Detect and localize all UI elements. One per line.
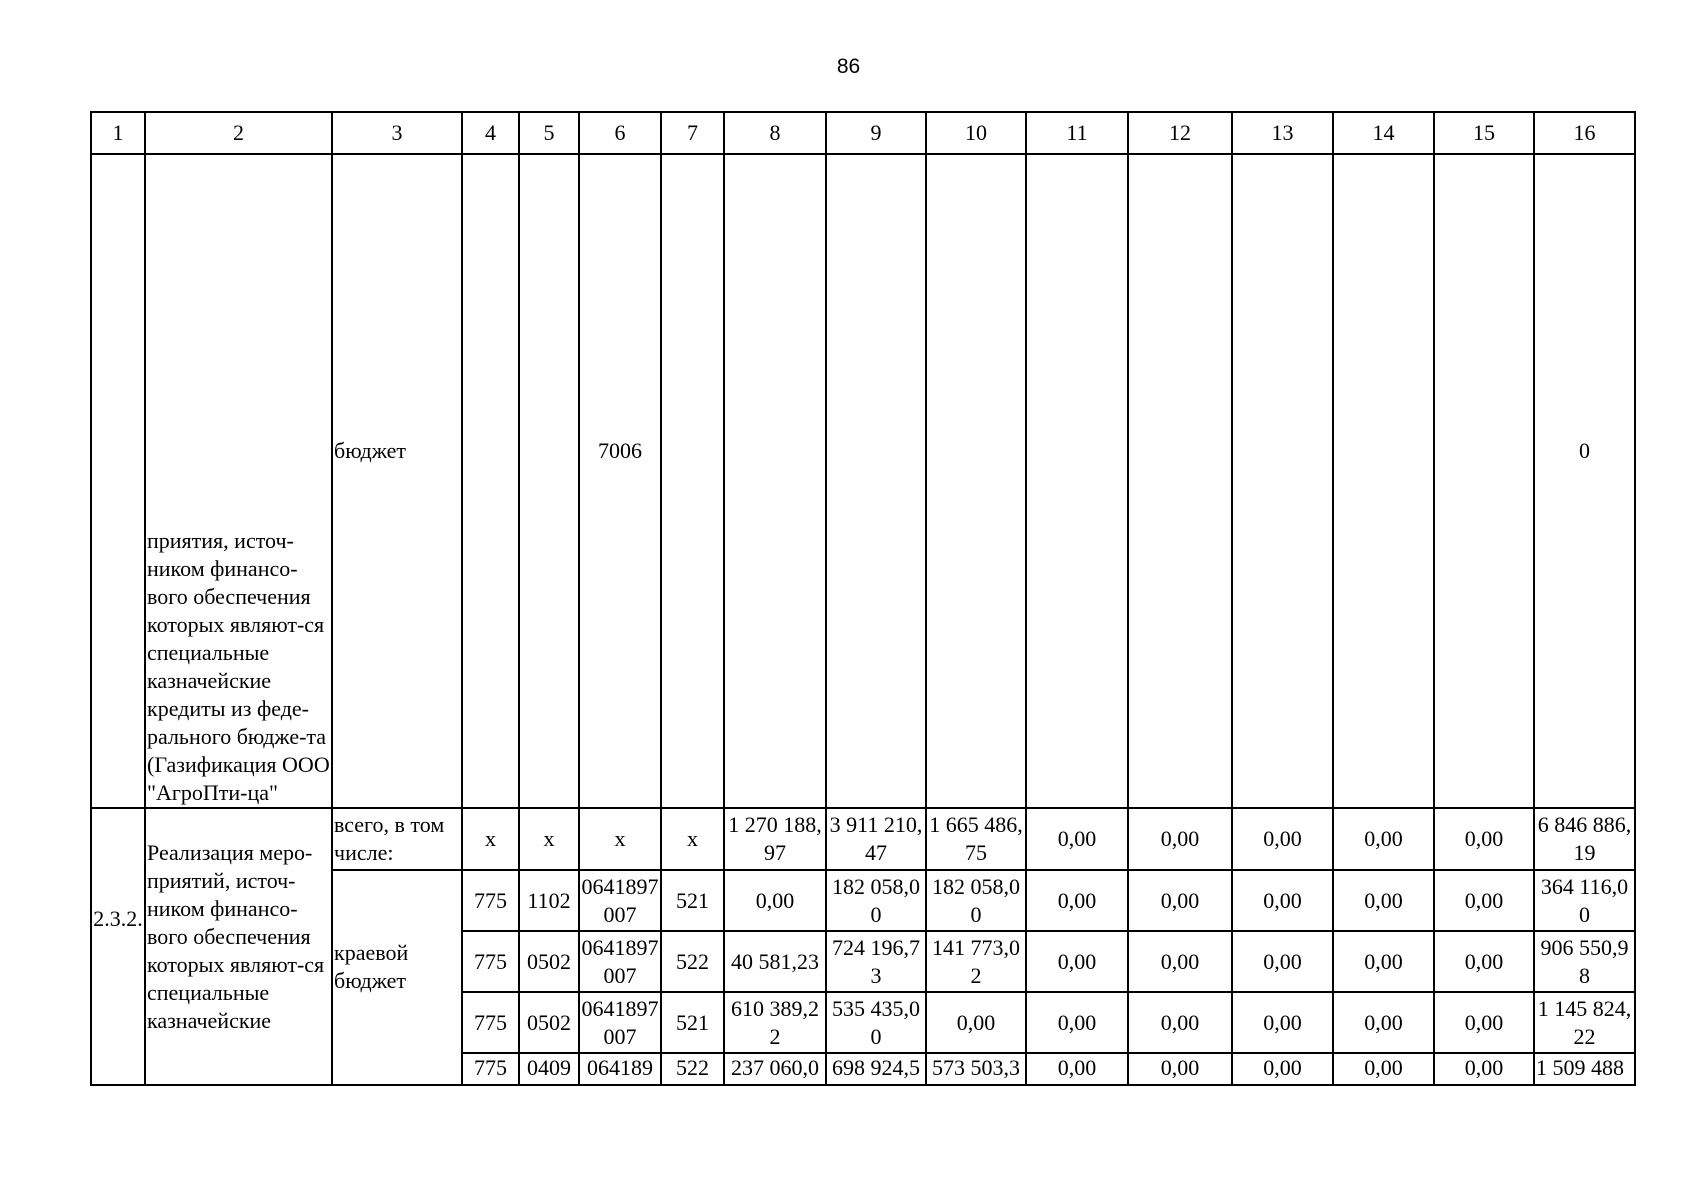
cell — [661, 154, 724, 808]
header-cell: 8 — [724, 112, 826, 154]
cell: 6 846 886,19 — [1534, 808, 1635, 870]
header-cell: 1 — [91, 112, 145, 154]
header-cell: 7 — [661, 112, 724, 154]
cell: 0,00 — [1128, 992, 1232, 1053]
cell — [1232, 154, 1333, 808]
continuation-source — [332, 154, 462, 808]
cell: 0,00 — [1232, 870, 1333, 931]
cell: 0,00 — [1333, 992, 1434, 1053]
cell — [926, 154, 1026, 808]
cell: 0641897007 — [579, 992, 661, 1053]
cell: 0641897007 — [579, 931, 661, 992]
header-cell: 6 — [579, 112, 661, 154]
header-cell: 14 — [1333, 112, 1434, 154]
cell: x — [579, 808, 661, 870]
cell: 0,00 — [1333, 1053, 1434, 1085]
cell: 698 924,5 — [826, 1053, 926, 1085]
cell: 0,00 — [1434, 808, 1534, 870]
cell: 521 — [661, 992, 724, 1053]
header-cell: 12 — [1128, 112, 1232, 154]
cell: 522 — [661, 1053, 724, 1085]
cell: x — [519, 808, 579, 870]
cell — [519, 154, 579, 808]
header-cell: 15 — [1434, 112, 1534, 154]
cell: 775 — [462, 1053, 519, 1085]
cell: 0,00 — [1232, 1053, 1333, 1085]
cell: 1 145 824,22 — [1534, 992, 1635, 1053]
cell: 775 — [462, 992, 519, 1053]
cell — [1128, 154, 1232, 808]
table-row — [91, 808, 1635, 870]
header-cell: 3 — [332, 112, 462, 154]
cell: 0,00 — [724, 870, 826, 931]
cell — [826, 154, 926, 808]
cell: 0,00 — [1434, 870, 1534, 931]
section-number-text: 2.3.2. — [93, 905, 143, 931]
cell: 1102 — [519, 870, 579, 931]
cell: 0,00 — [1128, 870, 1232, 931]
page-number: 86 — [836, 55, 861, 78]
cell: 064189 — [579, 1053, 661, 1085]
continuation-code — [579, 154, 661, 808]
cell: 0,00 — [1026, 808, 1128, 870]
header-cell: 13 — [1232, 112, 1333, 154]
continuation-row — [91, 154, 1635, 808]
cell: 0,00 — [926, 992, 1026, 1053]
header-cell: 5 — [519, 112, 579, 154]
cell: 0,00 — [1026, 992, 1128, 1053]
cell: 522 — [661, 931, 724, 992]
cell — [1333, 154, 1434, 808]
cell: x — [462, 808, 519, 870]
cell: 141 773,02 — [926, 931, 1026, 992]
header-cell: 10 — [926, 112, 1026, 154]
budget-table — [90, 111, 1636, 1086]
cell: 0,00 — [1026, 870, 1128, 931]
cell: 3 911 210,47 — [826, 808, 926, 870]
budget-label: краевой бюджет — [332, 870, 462, 1085]
cell: x — [661, 808, 724, 870]
cell: 0,00 — [1434, 992, 1534, 1053]
cell: 775 — [462, 931, 519, 992]
cell: 1 270 188,97 — [724, 808, 826, 870]
cell — [1434, 154, 1534, 808]
header-cell: 16 — [1534, 112, 1635, 154]
total-label: всего, в том числе: — [332, 808, 462, 870]
cell: 1 665 486,75 — [926, 808, 1026, 870]
cell: 0,00 — [1232, 808, 1333, 870]
header-cell: 11 — [1026, 112, 1128, 154]
cell: 40 581,23 — [724, 931, 826, 992]
cell: 0502 — [519, 931, 579, 992]
cell: 535 435,00 — [826, 992, 926, 1053]
cell: 0,00 — [1128, 1053, 1232, 1085]
cell: 0,00 — [1128, 808, 1232, 870]
continuation-total — [1534, 154, 1635, 808]
header-row — [91, 112, 1635, 154]
header-cell: 2 — [145, 112, 332, 154]
continuation-total-text: 0 — [1579, 438, 1590, 463]
cell: 0,00 — [1333, 931, 1434, 992]
cell: 0,00 — [1026, 1053, 1128, 1085]
cell: 0,00 — [1232, 931, 1333, 992]
cell: 724 196,73 — [826, 931, 926, 992]
cell: 0502 — [519, 992, 579, 1053]
cell: 182 058,00 — [826, 870, 926, 931]
cell: 0,00 — [1026, 931, 1128, 992]
cell: 0,00 — [1232, 992, 1333, 1053]
header-cell: 4 — [462, 112, 519, 154]
cell: 0409 — [519, 1053, 579, 1085]
row-number-cell — [91, 154, 145, 808]
cell: 775 — [462, 870, 519, 931]
continuation-code-text: 7006 — [598, 438, 642, 463]
cell: 573 503,3 — [926, 1053, 1026, 1085]
continuation-description: приятия, источ-ником финансо-вого обеспечения которых являют-ся специальные казначейские кредиты из феде-рального бюдже-та (Газификация ООО "АгроПти-ца" — [145, 154, 332, 808]
cell: 0,00 — [1434, 1053, 1534, 1085]
cell: 0,00 — [1333, 870, 1434, 931]
cell: 364 116,00 — [1534, 870, 1635, 931]
cell: 0,00 — [1434, 931, 1534, 992]
cell — [1026, 154, 1128, 808]
cell: 237 060,0 — [724, 1053, 826, 1085]
cell — [724, 154, 826, 808]
cell: 0641897007 — [579, 870, 661, 931]
continuation-source-text: бюджет — [334, 438, 406, 463]
cell: 906 550,98 — [1534, 931, 1635, 992]
cell: 1 509 488 — [1534, 1053, 1635, 1085]
section-name: Реализация меро-приятий, источ-ником финансо-вого обеспечения которых являют-ся специальные казначейские — [145, 808, 332, 1085]
cell: 182 058,00 — [926, 870, 1026, 931]
cell: 521 — [661, 870, 724, 931]
cell: 0,00 — [1333, 808, 1434, 870]
cell — [462, 154, 519, 808]
cell: 610 389,22 — [724, 992, 826, 1053]
section-number — [91, 808, 145, 1085]
header-cell: 9 — [826, 112, 926, 154]
cell: 0,00 — [1128, 931, 1232, 992]
